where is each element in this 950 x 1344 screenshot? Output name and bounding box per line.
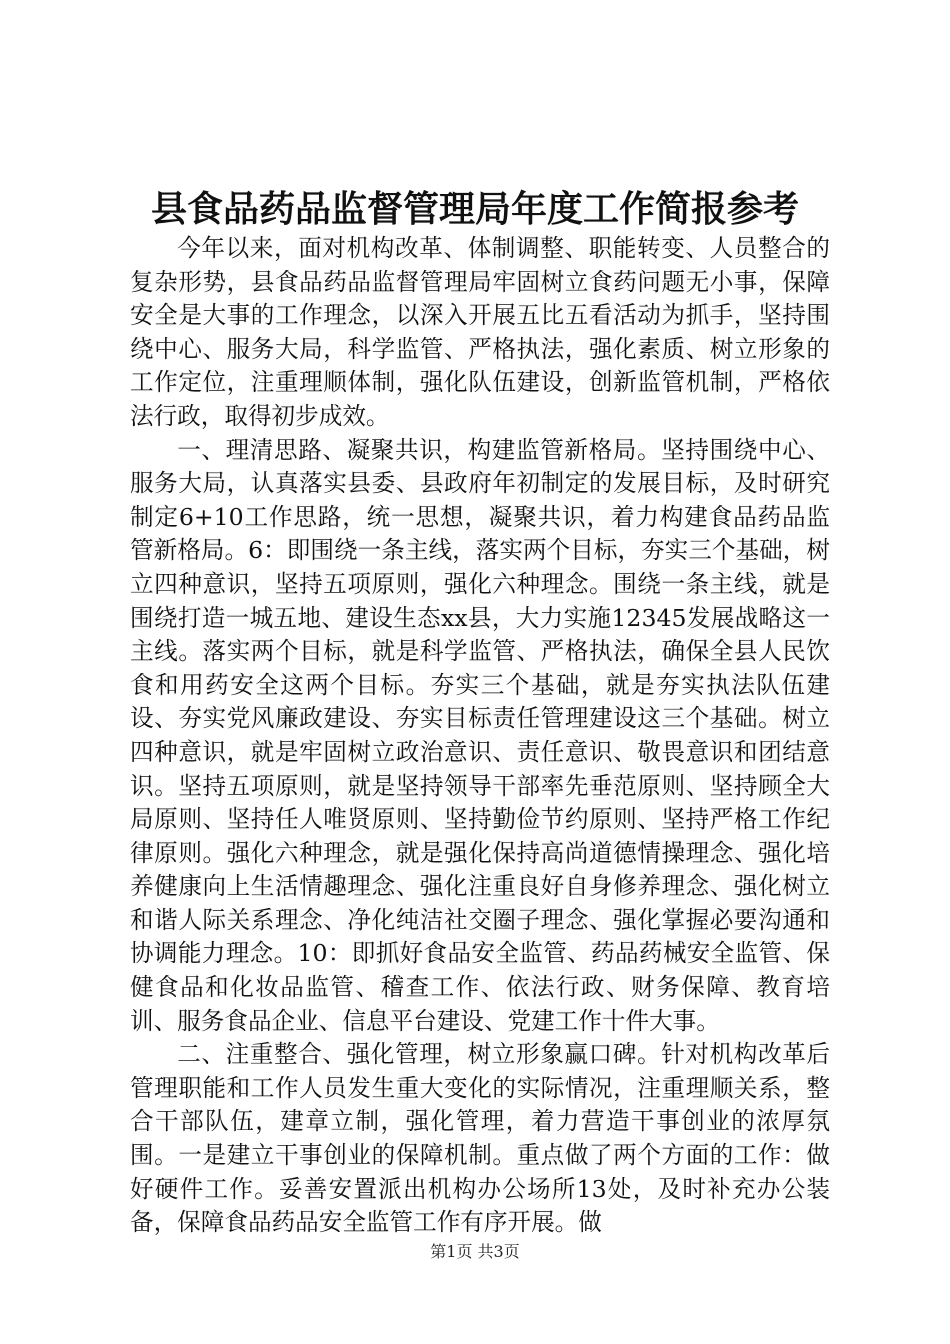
page-number-footer: 第1页 共3页 [430,1242,520,1261]
paragraph-section-one: 一、理清思路、凝聚共识，构建监管新格局。坚持围绕中心、服务大局，认真落实县委、县政府年初制定的发展目标，及时研究制定6+10工作思路，统一思想，凝聚共识，着力构建食品药品监管新格局。6：即围绕一条主线，落实两个目标，夯实三个基础，树立四种意识，坚持五项原则，强化六种理念。围绕一条主线，就是围绕打造一城五地、建设生态xx县，大力实施12345发展战略这一主线。落实两个目标，就是科学监管、严格执法，确保全县人民饮食和用药安全这两个目标。夯实三个基础，就是夯实执法队伍建设、夯实党风廉政建设、夯实目标责任管理建设这三个基础。树立四种意识，就是牢固树立政治意识、责任意识、敬畏意识和团结意识。坚持五项原则，就是坚持领导干部率先垂范原则、坚持顾全大局原则、坚持任人唯贤原则、坚持勤俭节约原则、坚持严格工作纪律原则。强化六种理念，就是强化保持高尚道德情操理念、强化培养健康向上生活情趣理念、强化注重良好自身修养理念、强化树立和谐人际关系理念、净化纯洁社交圈子理念、强化掌握必要沟通和协调能力理念。10：即抓好食品安全监管、药品药械安全监管、保健食品和化妆品监管、稽查工作、依法行政、财务保障、教育培训、服务食品企业、信息平台建设、党建工作十件大事。 [130,435,830,1035]
document-title: 县食品药品监督管理局年度工作简报参考 [150,189,799,230]
paragraph-intro: 今年以来，面对机构改革、体制调整、职能转变、人员整合的复杂形势，县食品药品监督管理局牢固树立食药问题无小事，保障安全是大事的工作理念，以深入开展五比五看活动为抓手，坚持围绕中心、服务大局，科学监管、严格执法，强化素质、树立形象的工作定位，注重理顺体制，强化队伍建设，创新监管机制，严格依法行政，取得初步成效。 [130,234,830,430]
document-body [130,232,830,1240]
paragraph-section-two: 二、注重整合、强化管理，树立形象赢口碑。针对机构改革后管理职能和工作人员发生重大变化的实际情况，注重理顺关系，整合干部队伍，建章立制，强化管理，着力营造干事创业的浓厚氛围。一是建立干事创业的保障机制。重点做了两个方面的工作：做好硬件工作。妥善安置派出机构办公场所13处，及时补充办公装备，保障食品药品安全监管工作有序开展。做 [130,1040,830,1237]
